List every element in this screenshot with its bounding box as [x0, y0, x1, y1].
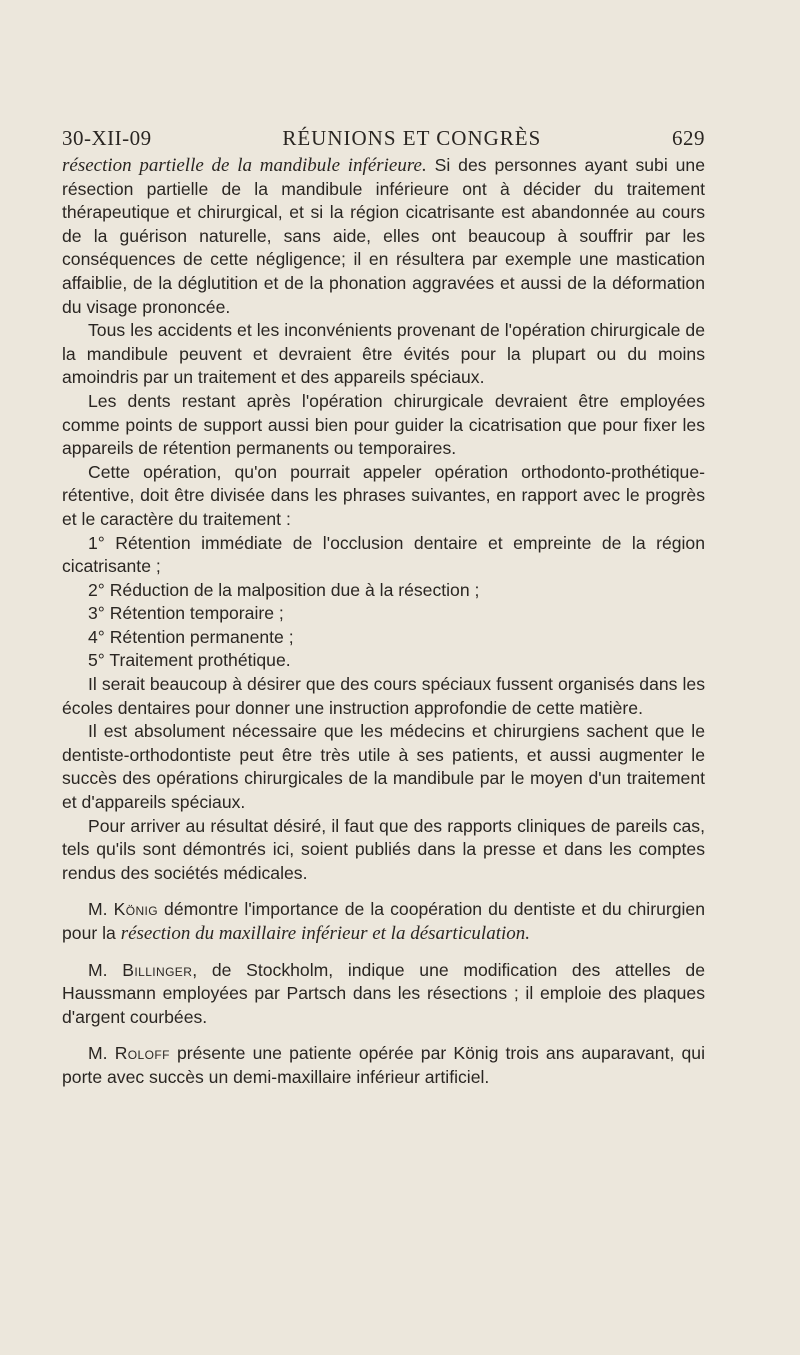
paragraph-billinger	[62, 959, 705, 1030]
list-item-5: 5° Traitement prothétique.	[88, 650, 291, 671]
speaker-prefix: M.	[88, 1043, 115, 1064]
paragraph-5: Il serait beaucoup à désirer que des cours spéciaux fussent organisés dans les écoles dentaires pour donner une instruction approfondie de cette matière.	[62, 674, 705, 718]
header-title: RÉUNIONS ET CONGRÈS	[282, 126, 542, 150]
paragraph-text: Si des personnes ayant subi une résection partielle de la mandibule inférieure ont à décider du traitement thérapeutique et chirurgical, et si la région cicatrisante est abandonnée au cours de la guérison naturelle, sans aide, elles ont beaucoup à souffrir par les conséquences de cette négligence; il en résultera par exemple une mastication affaiblie, de la déglutition et de la phonation aggravées et aussi de la déformation du visage prononcée.	[62, 155, 705, 317]
list-item-3: 3° Rétention temporaire ;	[88, 603, 284, 624]
paragraph-text: démontre l'importance de la coopération du dentiste et du chirurgien pour la	[62, 899, 705, 943]
list-item-1: 1° Rétention immédiate de l'occlusion dentaire et empreinte de la région cicatrisante ;	[62, 532, 705, 577]
italic-phrase: résection partielle de la mandibule inférieure.	[62, 155, 427, 176]
list-item-4: 4° Rétention permanente ;	[88, 626, 294, 647]
paragraph-roloff	[62, 1042, 705, 1089]
speaker-name: König	[113, 899, 158, 920]
speaker-name: Billinger	[122, 959, 193, 980]
paragraph-text: , de Stockholm, indique une modification des attelles de Haussmann employées par Partsch dans les résections ; il emploie des plaques d'argent courbées.	[62, 959, 705, 1027]
running-head	[62, 123, 705, 153]
paragraph-1	[62, 154, 705, 319]
paragraph-6: Il est absolument nécessaire que les médecins et chirurgiens sachent que le dentiste-orthodontiste peut être très utile à ses patients, et aussi augmenter le succès des opérations chirurgicales de la mandibule par le moyen d'un traitement et d'appareils spéciaux.	[62, 721, 705, 813]
page-number: 629	[671, 126, 705, 150]
list-item-2: 2° Réduction de la malposition due à la résection ;	[88, 579, 480, 600]
speaker-name: Roloff	[114, 1043, 170, 1064]
paragraph-4: Cette opération, qu'on pourrait appeler opération orthodonto-prothétique-rétentive, doit être divisée dans les phrases suivantes, en rapport avec le progrès et le caractère du traitement :	[62, 461, 705, 529]
speaker-prefix: M.	[88, 899, 114, 920]
header-date: 30-XII-09	[62, 126, 152, 150]
italic-phrase: résection du maxillaire inférieur et la désarticulation.	[120, 923, 531, 944]
paragraph-konig	[62, 898, 705, 945]
speaker-prefix: M.	[88, 959, 123, 980]
paragraph-3: Les dents restant après l'opération chirurgicale devraient être employées comme points de support aussi bien pour guider la cicatrisation que pour fixer les appareils de rétention permanents ou temporaires.	[62, 390, 705, 459]
body-text	[62, 154, 705, 1090]
paragraph-text: présente une patiente opérée par König trois ans auparavant, qui porte avec succès un demi-maxillaire inférieur artificiel.	[62, 1043, 705, 1087]
paragraph-2: Tous les accidents et les inconvénients provenant de l'opération chirurgicale de la mandibule peuvent et devraient être évités pour la plupart ou du moins amoindris par un traitement et des appareils spéciaux.	[62, 320, 705, 388]
paragraph-7: Pour arriver au résultat désiré, il faut que des rapports cliniques de pareils cas, tels qu'ils sont démontrés ici, soient publiés dans la presse et dans les comptes rendus des sociétés médicales.	[62, 815, 705, 883]
